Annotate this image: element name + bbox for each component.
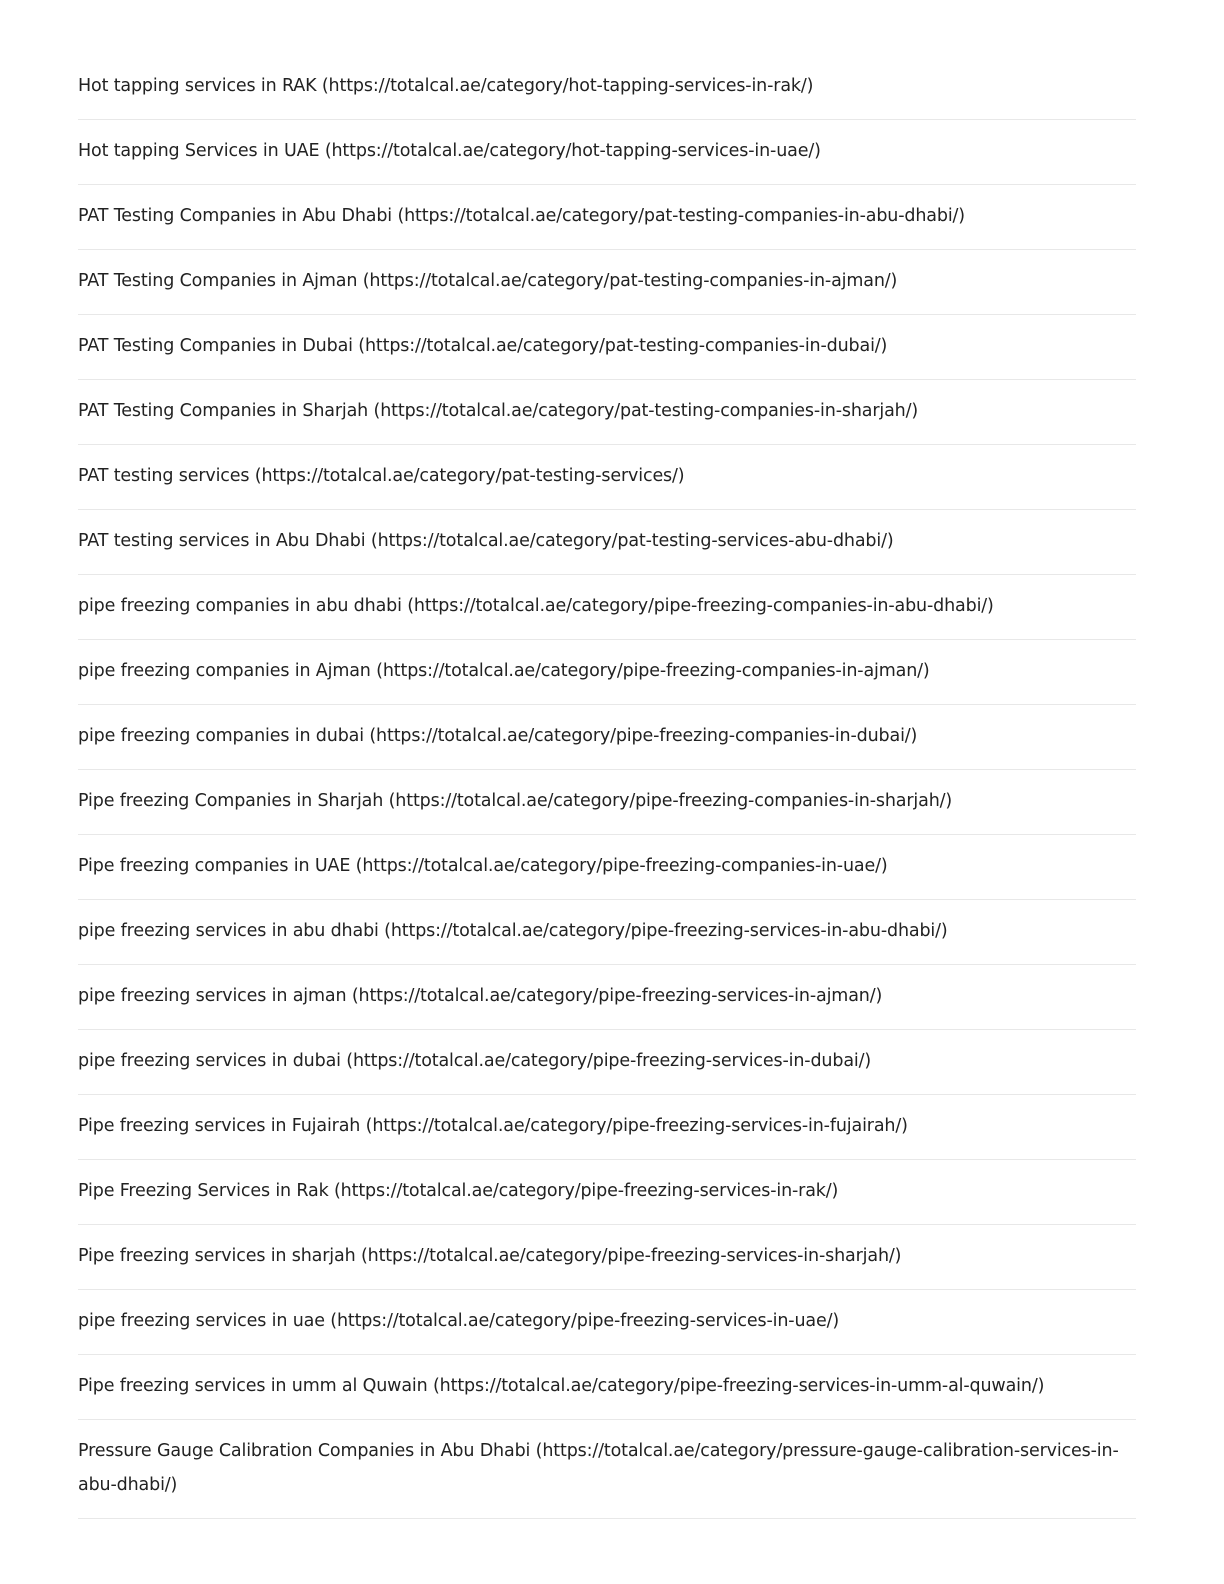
list-item — [78, 965, 1136, 1030]
category-link[interactable] — [78, 1304, 1136, 1338]
category-link[interactable] — [78, 784, 1136, 818]
list-item — [78, 1160, 1136, 1225]
list-item — [78, 575, 1136, 640]
category-url: (https://totalcal.ae/category/pipe-freezing-services-in-dubai/) — [346, 1051, 872, 1071]
category-link[interactable] — [78, 719, 1136, 753]
category-url: (https://totalcal.ae/category/pipe-freezing-services-in-uae/) — [330, 1311, 839, 1331]
category-url: (https://totalcal.ae/category/pipe-freezing-companies-in-dubai/) — [369, 726, 918, 746]
category-url: (https://totalcal.ae/category/pat-testing-services-abu-dhabi/) — [370, 531, 894, 551]
category-link[interactable] — [78, 1434, 1136, 1502]
category-url: (https://totalcal.ae/category/pipe-freezing-services-in-fujairah/) — [365, 1116, 908, 1136]
category-label: Pipe freezing services in Fujairah — [78, 1116, 361, 1136]
category-url: (https://totalcal.ae/category/pipe-freezing-services-in-umm-al-quwain/) — [433, 1376, 1045, 1396]
category-url: (https://totalcal.ae/category/hot-tapping-services-in-rak/) — [321, 76, 814, 96]
category-label: pipe freezing services in ajman — [78, 986, 347, 1006]
category-link[interactable] — [78, 1369, 1136, 1403]
list-item — [78, 120, 1136, 185]
list-item — [78, 250, 1136, 315]
list-item — [78, 705, 1136, 770]
category-url: (https://totalcal.ae/category/pipe-freezing-services-in-rak/) — [334, 1181, 839, 1201]
category-link[interactable] — [78, 849, 1136, 883]
category-label: pipe freezing services in uae — [78, 1311, 325, 1331]
list-item — [78, 1290, 1136, 1355]
category-url: (https://totalcal.ae/category/pipe-freezing-companies-in-abu-dhabi/) — [407, 596, 994, 616]
category-label: Pressure Gauge Calibration Companies in Abu Dhabi — [78, 1441, 531, 1461]
category-url: (https://totalcal.ae/category/pipe-freezing-services-in-sharjah/) — [360, 1246, 902, 1266]
list-item — [78, 510, 1136, 575]
list-item — [78, 770, 1136, 835]
category-label: Hot tapping services in RAK — [78, 76, 317, 96]
category-label: PAT Testing Companies in Sharjah — [78, 401, 369, 421]
list-item — [78, 315, 1136, 380]
category-link[interactable] — [78, 394, 1136, 428]
category-url: (https://totalcal.ae/category/pat-testing-services/) — [254, 466, 685, 486]
category-url: (https://totalcal.ae/category/pipe-freezing-companies-in-ajman/) — [376, 661, 930, 681]
category-url: (https://totalcal.ae/category/pipe-freezing-services-in-ajman/) — [351, 986, 883, 1006]
category-url: (https://totalcal.ae/category/hot-tapping-services-in-uae/) — [324, 141, 821, 161]
category-label: pipe freezing companies in dubai — [78, 726, 364, 746]
category-link[interactable] — [78, 199, 1136, 233]
category-url: (https://totalcal.ae/category/pipe-freezing-companies-in-sharjah/) — [388, 791, 953, 811]
list-item — [78, 445, 1136, 510]
list-item — [78, 1225, 1136, 1290]
category-link[interactable] — [78, 654, 1136, 688]
list-item — [78, 1095, 1136, 1160]
list-item — [78, 380, 1136, 445]
list-item — [78, 55, 1136, 120]
category-url: (https://totalcal.ae/category/pressure-gauge-calibration-services-in-abu-dhabi/) — [78, 1441, 1119, 1495]
category-link[interactable] — [78, 979, 1136, 1013]
category-link[interactable] — [78, 1109, 1136, 1143]
category-link[interactable] — [78, 1239, 1136, 1273]
category-label: Pipe freezing services in sharjah — [78, 1246, 356, 1266]
category-label: pipe freezing services in dubai — [78, 1051, 341, 1071]
category-label: pipe freezing companies in abu dhabi — [78, 596, 402, 616]
list-item — [78, 900, 1136, 965]
category-label: PAT Testing Companies in Abu Dhabi — [78, 206, 393, 226]
category-label: Pipe Freezing Services in Rak — [78, 1181, 329, 1201]
category-link[interactable] — [78, 134, 1136, 168]
list-item — [78, 835, 1136, 900]
category-url: (https://totalcal.ae/category/pat-testing-companies-in-ajman/) — [362, 271, 898, 291]
category-link[interactable] — [78, 524, 1136, 558]
category-label: PAT Testing Companies in Dubai — [78, 336, 353, 356]
category-url: (https://totalcal.ae/category/pat-testing-companies-in-abu-dhabi/) — [397, 206, 965, 226]
category-label: Hot tapping Services in UAE — [78, 141, 320, 161]
category-label: PAT testing services in Abu Dhabi — [78, 531, 366, 551]
category-link[interactable] — [78, 914, 1136, 948]
category-url: (https://totalcal.ae/category/pat-testing-companies-in-dubai/) — [358, 336, 888, 356]
category-url: (https://totalcal.ae/category/pipe-freezing-services-in-abu-dhabi/) — [384, 921, 948, 941]
list-item — [78, 1030, 1136, 1095]
category-label: pipe freezing companies in Ajman — [78, 661, 371, 681]
category-list — [78, 55, 1136, 1519]
list-item — [78, 185, 1136, 250]
category-link[interactable] — [78, 459, 1136, 493]
category-url: (https://totalcal.ae/category/pat-testing-companies-in-sharjah/) — [373, 401, 919, 421]
category-label: PAT Testing Companies in Ajman — [78, 271, 358, 291]
category-label: Pipe freezing Companies in Sharjah — [78, 791, 384, 811]
category-label: PAT testing services — [78, 466, 250, 486]
category-url: (https://totalcal.ae/category/pipe-freezing-companies-in-uae/) — [355, 856, 888, 876]
category-label: Pipe freezing services in umm al Quwain — [78, 1376, 428, 1396]
category-link[interactable] — [78, 1044, 1136, 1078]
category-link[interactable] — [78, 1174, 1136, 1208]
list-item — [78, 1355, 1136, 1420]
category-label: Pipe freezing companies in UAE — [78, 856, 351, 876]
category-link[interactable] — [78, 589, 1136, 623]
category-link[interactable] — [78, 329, 1136, 363]
category-link[interactable] — [78, 69, 1136, 103]
category-label: pipe freezing services in abu dhabi — [78, 921, 379, 941]
list-item — [78, 640, 1136, 705]
category-link[interactable] — [78, 264, 1136, 298]
list-item — [78, 1420, 1136, 1519]
